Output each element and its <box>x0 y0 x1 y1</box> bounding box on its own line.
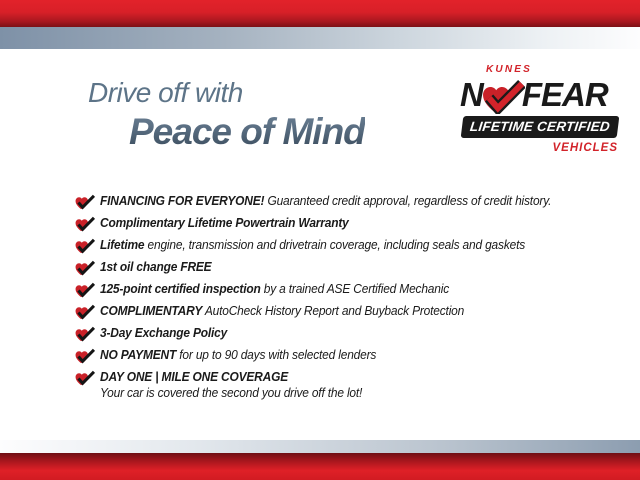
benefit-text <box>100 370 362 400</box>
headline-line2: Peace of Mind <box>129 111 365 152</box>
benefit-text-bold: COMPLIMENTARY <box>100 303 203 318</box>
headline-line1: Drive off with <box>88 77 243 108</box>
bottom-gray-stripe <box>0 440 640 453</box>
benefits-list <box>74 194 634 406</box>
benefit-text-bold: NO PAYMENT <box>100 347 177 362</box>
benefit-item <box>74 238 634 254</box>
logo-brand-label: KUNES <box>486 64 533 75</box>
check-heart-icon <box>74 260 96 276</box>
benefit-item <box>74 282 634 298</box>
benefit-text <box>100 238 525 253</box>
benefit-text-rest: by a trained ASE Certified Mechanic <box>260 281 450 296</box>
benefit-text-bold: Lifetime <box>100 237 145 252</box>
check-heart-icon <box>74 326 96 342</box>
check-heart-icon <box>74 216 96 232</box>
benefit-item <box>74 216 634 232</box>
check-heart-icon <box>74 238 96 254</box>
logo-word-start: N <box>460 76 483 113</box>
check-heart-icon <box>74 304 96 320</box>
benefit-text-bold: DAY ONE | MILE ONE COVERAGE <box>100 369 288 384</box>
benefit-item <box>74 194 634 210</box>
check-heart-icon <box>74 348 96 364</box>
benefit-text <box>100 260 211 275</box>
benefit-text <box>100 216 349 231</box>
logo-banner <box>461 116 620 138</box>
logo-vehicles-label: VEHICLES <box>552 142 618 154</box>
benefit-text <box>100 282 449 297</box>
headline <box>88 76 365 154</box>
benefit-text-bold: 3-Day Exchange Policy <box>100 325 228 340</box>
benefit-text <box>100 194 551 209</box>
benefit-text <box>100 348 376 363</box>
check-heart-icon <box>74 194 96 210</box>
benefit-text-rest: AutoCheck History Report and Buyback Protection <box>202 303 465 318</box>
benefit-text-rest: engine, transmission and drivetrain coverage, including seals and gaskets <box>144 237 526 252</box>
no-fear-check-icon <box>481 80 525 114</box>
benefit-text-bold: FINANCING FOR EVERYONE! <box>100 193 265 208</box>
benefit-item <box>74 304 634 320</box>
benefit-text-bold: Complimentary Lifetime Powertrain Warranty <box>100 215 349 230</box>
benefit-text-bold: 1st oil change FREE <box>100 259 212 274</box>
benefit-text-rest: Guaranteed credit approval, regardless of credit history. <box>264 193 552 208</box>
logo-word-end: FEAR <box>521 76 608 113</box>
benefit-text <box>100 304 464 319</box>
benefit-item <box>74 370 634 400</box>
benefit-text-subline: Your car is covered the second you drive off the lot! <box>100 384 363 400</box>
check-heart-icon <box>74 282 96 298</box>
benefit-item <box>74 326 634 342</box>
check-heart-icon <box>74 370 96 386</box>
logo-banner-label: LIFETIME CERTIFIED <box>469 119 611 134</box>
top-red-bar <box>0 0 640 27</box>
bottom-red-bar <box>0 453 640 480</box>
benefit-item <box>74 348 634 364</box>
logo-wordmark <box>460 76 632 114</box>
benefit-text <box>100 326 227 341</box>
kunes-no-fear-logo <box>460 64 632 154</box>
benefit-text-rest: for up to 90 days with selected lenders <box>176 347 377 362</box>
benefit-item <box>74 260 634 276</box>
top-gray-stripe <box>0 27 640 49</box>
benefit-text-bold: 125-point certified inspection <box>100 281 261 296</box>
